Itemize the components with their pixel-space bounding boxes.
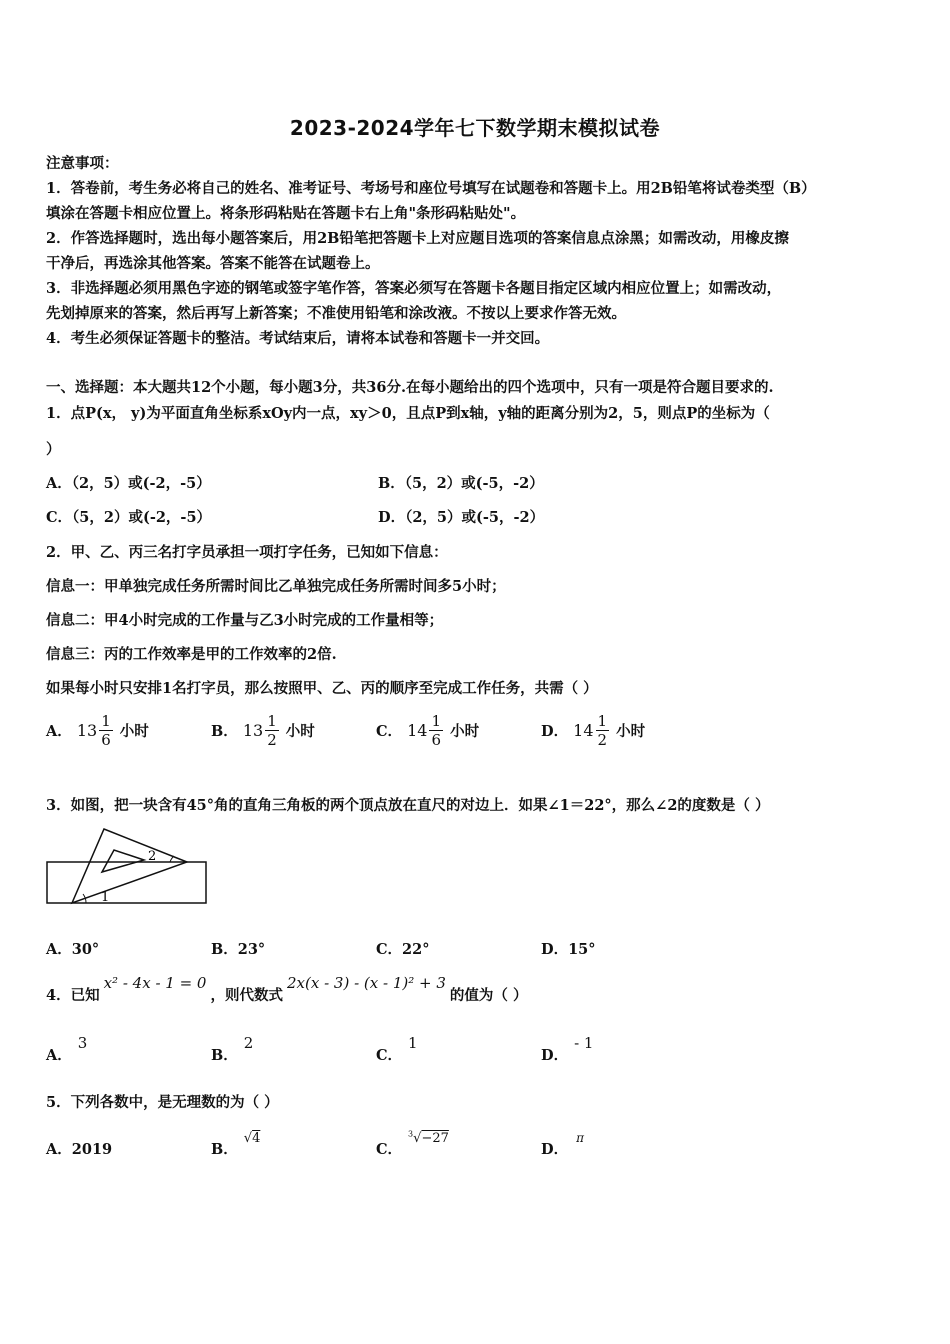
page-title: 2023-2024学年七下数学期末模拟试卷 <box>289 116 661 140</box>
q3-option-a: A．30° <box>46 941 100 958</box>
set-square-inner <box>102 850 144 872</box>
notice-line: 干净后，再选涂其他答案。答案不能答在试题卷上。 <box>46 255 380 272</box>
q3-option-d: D．15° <box>541 941 596 958</box>
q3-option-c: C．22° <box>376 941 430 958</box>
q5-stem: 5．下列各数中，是无理数的为（ ） <box>46 1094 279 1111</box>
q2-info-3: 信息三：丙的工作效率是甲的工作效率的2倍. <box>46 646 337 663</box>
q2-option-d: D． 14 $\frac{1}{2}$ 小时 <box>541 712 646 749</box>
ruler <box>47 862 206 903</box>
q5-option-c: C．$^3$√−27 <box>376 1129 449 1158</box>
set-square <box>72 829 187 903</box>
q1-stem: 1．点P(x， y)为平面直角坐标系xOy内一点，xy＞0，且点P到x轴，y轴的距离分别为2，5，则点P的坐标为（ <box>46 405 770 422</box>
q1-stem-end: ） <box>46 441 61 458</box>
q1-option-c: C．（5，2）或(-2，-5） <box>46 509 212 526</box>
angle-1-label: 1 <box>101 890 110 905</box>
q3-stem: 3．如图，把一块含有45°角的直角三角板的两个顶点放在直尺的对边上．如果∠1＝22°，那么∠2的度数是（ ） <box>46 797 770 814</box>
notice-heading: 注意事项： <box>46 155 119 172</box>
notice-line: 填涂在答题卡相应位置上。将条形码粘贴在答题卡右上角"条形码粘贴处"。 <box>46 205 526 222</box>
q5-option-d: D．$^\pi$ <box>541 1131 584 1158</box>
notice-line: 1．答卷前，考生务必将自己的姓名、准考证号、考场号和座位号填写在试题卷和答题卡上。用2B铅笔将试卷类型（B） <box>46 180 816 197</box>
q1-option-d: D．（2，5）或(-5，-2） <box>378 509 545 526</box>
q2-question: 如果每小时只安排1名打字员，那么按照甲、乙、丙的顺序至完成工作任务，共需（ ） <box>46 680 598 697</box>
q5-option-a: A．2019 <box>46 1141 113 1158</box>
q3-option-b: B．23° <box>211 941 266 958</box>
q4-option-c: C．1 <box>376 1034 418 1064</box>
q1-option-b: B．（5，2）或(-5，-2） <box>378 475 544 492</box>
angle-2-label: 2 <box>148 849 157 864</box>
q2-info-1: 信息一：甲单独完成任务所需时间比乙单独完成任务所需时间多5小时； <box>46 578 506 595</box>
q4-option-d: D．- 1 <box>541 1034 594 1064</box>
notice-line: 先划掉原来的答案，然后再写上新答案；不准使用铅笔和涂改液。不按以上要求作答无效。 <box>46 305 626 322</box>
notice-line: 3．非选择题必须用黑色字迹的钢笔或签字笔作答，答案必须写在答题卡各题目指定区域内相应位置上；如需改动， <box>46 280 782 297</box>
angle-2-arc <box>170 856 174 862</box>
q4-option-a: A．3 <box>46 1034 88 1064</box>
q1-option-a: A．（2，5）或(-2，-5） <box>46 475 211 492</box>
q2-info-2: 信息二：甲4小时完成的工作量与乙3小时完成的工作量相等； <box>46 612 444 629</box>
notice-line: 4．考生必须保证答题卡的整洁。考试结束后，请将本试卷和答题卡一并交回。 <box>46 330 550 347</box>
notice-line: 2．作答选择题时，选出每小题答案后，用2B铅笔把答题卡上对应题目选项的答案信息点涂黑；如需改动，用橡皮擦 <box>46 230 789 247</box>
q4-equation: x² - 4x - 1 = 0 <box>103 974 207 992</box>
q2-option-c: C． 14 $\frac{1}{6}$ 小时 <box>376 712 480 749</box>
q4-option-b: B．2 <box>211 1034 254 1064</box>
q2-stem: 2．甲、乙、丙三名打字员承担一项打字任务，已知如下信息： <box>46 544 448 561</box>
q5-option-b: B．√4 <box>211 1131 261 1158</box>
q4-stem: 4．已知x² - 4x - 1 = 0，则代数式2x(x - 3) - (x - 1)² + 3的值为（ ） <box>46 974 528 1004</box>
q2-option-a: A． 13 $\frac{1}{6}$ 小时 <box>46 712 149 749</box>
q2-option-b: B． 13 $\frac{1}{2}$ 小时 <box>211 712 315 749</box>
q4-expression: 2x(x - 3) - (x - 1)² + 3 <box>286 974 446 992</box>
section-heading: 一、选择题：本大题共12个小题，每小题3分，共36分.在每小题给出的四个选项中，只有一项是符合题目要求的. <box>46 379 774 396</box>
ruler-triangle-figure <box>44 826 214 908</box>
